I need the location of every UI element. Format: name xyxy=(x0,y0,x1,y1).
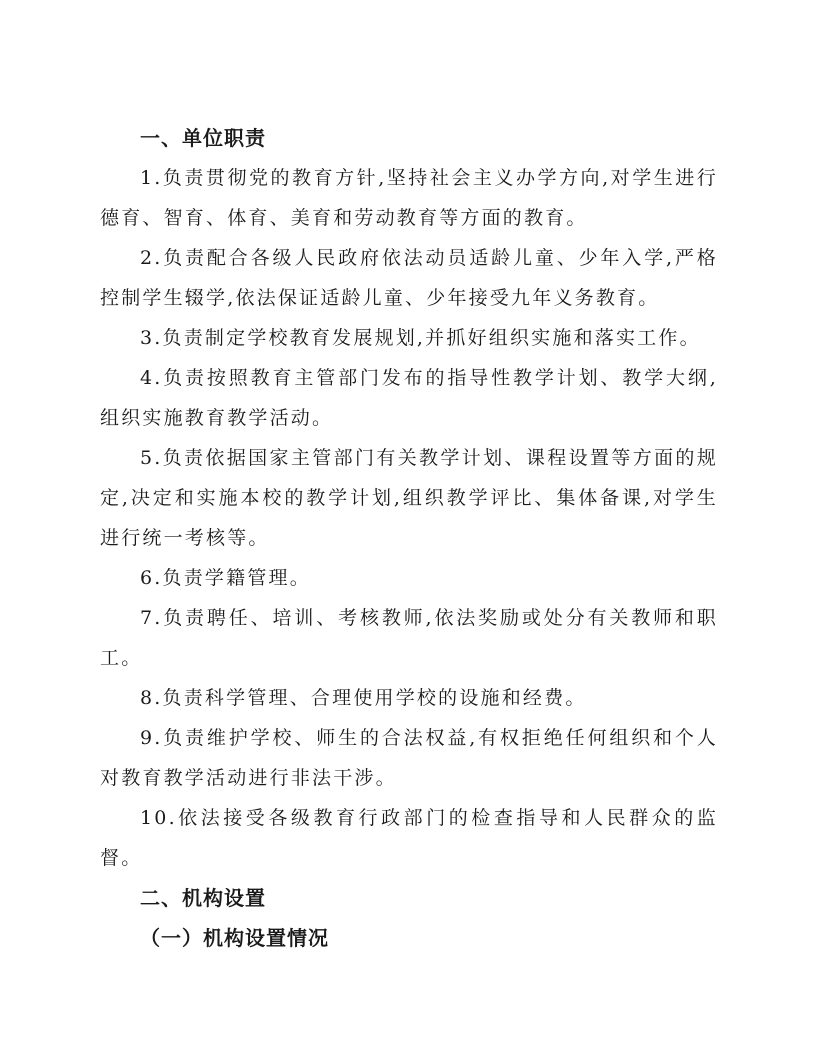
document-page xyxy=(100,118,718,958)
duty-item-8: 8.负责科学管理、合理使用学校的设施和经费。 xyxy=(140,687,587,709)
duty-item-10: 10.依法接受各级教育行政部门的检查指导和人民群众的监督。 xyxy=(100,807,718,869)
duty-item-6: 6.负责学籍管理。 xyxy=(140,567,311,589)
duty-item-7: 7.负责聘任、培训、考核教师,依法奖励或处分有关教师和职工。 xyxy=(100,607,718,669)
duty-item-9: 9.负责维护学校、师生的合法权益,有权拒绝任何组织和个人对教育教学活动进行非法干涉。 xyxy=(100,727,718,789)
duty-item-1: 1.负责贯彻党的教育方针,坚持社会主义办学方向,对学生进行德育、智育、体育、美育和劳动教育等方面的教育。 xyxy=(100,167,718,229)
duty-item-3: 3.负责制定学校教育发展规划,并抓好组织实施和落实工作。 xyxy=(140,327,701,349)
section-heading-organization: 二、机构设置 xyxy=(140,886,266,910)
subsection-heading-organization-setup: （一）机构设置情况 xyxy=(140,926,329,950)
section-heading-duties: 一、单位职责 xyxy=(140,126,266,150)
duty-item-4: 4.负责按照教育主管部门发布的指导性教学计划、教学大纲,组织实施教育教学活动。 xyxy=(100,367,718,429)
duty-item-2: 2.负责配合各级人民政府依法动员适龄儿童、少年入学,严格控制学生辍学,依法保证适龄儿童、少年接受九年义务教育。 xyxy=(100,247,718,309)
duty-item-5: 5.负责依据国家主管部门有关教学计划、课程设置等方面的规定,决定和实施本校的教学计划,组织教学评比、集体备课,对学生进行统一考核等。 xyxy=(100,447,718,549)
